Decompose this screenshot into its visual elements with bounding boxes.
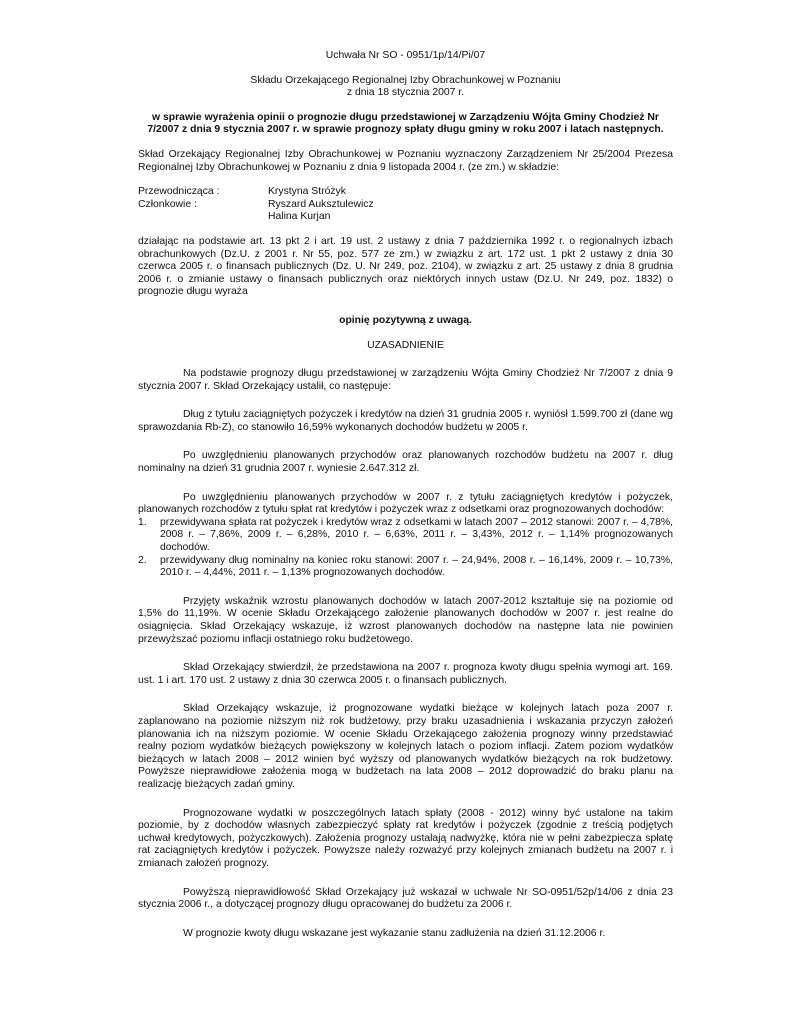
list-item-number: 2. bbox=[138, 554, 147, 566]
resolution-subject: w sprawie wyrażenia opinii o prognozie długu przedstawionej w Zarządzeniu Wójta Gminy Chodzież Nr 7/2007 z dnia 9 stycznia 2007 r. w sprawie prognozy spłaty długu gminy w roku 2007 i latach następnych. bbox=[147, 111, 664, 136]
justification-paragraph: Dług z tytułu zaciągniętych pożyczek i kredytów na dzień 31 grudnia 2005 r. wyniósł 1.599.700 zł (dane wg sprawozdania Rb-Z), co stanowiło 16,59% wykonanych dochodów budżetu w 2005 r. bbox=[138, 409, 673, 433]
chair-role: Przewodnicząca : bbox=[138, 186, 220, 198]
justification-paragraph: Na podstawie prognozy długu przedstawionej w zarządzeniu Wójta Gminy Chodzież Nr 7/2007 z dnia 9 stycznia 2007 r. Skład Orzekający ustalił, co następuje: bbox=[138, 368, 673, 392]
justification-paragraph: Skład Orzekający stwierdził, że przedstawiona na 2007 r. prognoza kwoty długu spełnia wymogi art. 169. ust. 1 i art. 170 ust. 2 ustawy z dnia 30 czerwca 2005 r. o finansach publicznych. bbox=[138, 662, 673, 686]
issuer-line: Składu Orzekającego Regionalnej Izby Obrachunkowej w Poznaniu bbox=[250, 74, 561, 86]
composition-members-row bbox=[138, 199, 673, 224]
intro-paragraph: Skład Orzekający Regionalnej Izby Obrachunkowej w Poznaniu wyznaczony Zarządzeniem Nr 25/2004 Prezesa Regionalnej Izby Obrachunkowej w Poznaniu z dnia 9 listopada 2004 r. (ze zm.) w składzie: bbox=[138, 148, 673, 173]
justification-paragraph: W prognozie kwoty długu wskazane jest wykazanie stanu zadłużenia na dzień 31.12.2006 r. bbox=[183, 927, 606, 939]
legal-basis-paragraph: działając na podstawie art. 13 pkt 2 i art. 19 ust. 2 ustawy z dnia 7 października 1992 r. o regionalnych izbach obrachunkowych (Dz.U. z 2001 r. Nr 55, poz. 577 ze zm.) w związku z art. 172 ust. 1 pkt 2 ustawy z dnia 30 czerwca 2005 r. o finansach publicznych (Dz. U. Nr 249, poz. 2104), w związku z art. 25 ustawy z dnia 8 grudnia 2006 r. o zmianie ustawy o finansach publicznych oraz niektórych innych ustaw (Dz.U. Nr 249, poz. 1832) o prognozie długu wyraża bbox=[138, 235, 673, 298]
justification-paragraph: Skład Orzekający wskazuje, iż prognozowane wydatki bieżące w kolejnych latach poza 2007 r. zaplanowano na poziomie niższym niż rok budżetowy, przy braku uzasadnienia i wskazania przyczyn założeń planowania ich na niższym poziomie. W ocenie Składu Orzekającego założenia prognozy winny przedstawiać realny poziom wydatków bieżących powiększony w kolejnych latach o poziom inflacji. Zatem poziom wydatków bieżących w latach 2008 – 2012 winien być wyższy od planowanych wydatków bieżących na rok budżetowy. Powyższe nieprawidłowe założenia mogą w budżetach na lata 2008 – 2012 doprowadzić do braku planu na realizację bieżących zadań gminy. bbox=[138, 703, 673, 790]
members-names bbox=[268, 199, 673, 224]
resolution-number: Uchwała Nr SO - 0951/1p/14/Pi/07 bbox=[325, 50, 486, 61]
justification-paragraph: Po uwzględnieniu planowanych przychodów w 2007 r. z tytułu zaciągniętych kredytów i pożyczek, planowanych rozchodów z tytułu spłat rat kredytów i pożyczek wraz z odsetkami oraz prognozowanych dochodów: bbox=[138, 491, 673, 516]
list-item-text: przewidywany dług nominalny na koniec roku stanowi: 2007 r. – 24,94%, 2008 r. – 16,14%, 2009 r. – 10,73%, 2010 r. – 4,44%, 2011 r. – 1,13% prognozowanych dochodów. bbox=[160, 554, 673, 579]
list-item-text: przewidywana spłata rat pożyczek i kredytów wraz z odsetkami w latach 2007 – 2012 stanowi: 2007 r. – 4,78%, 2008 r. – 7,86%, 2009 r. – 6,28%, 2010 r. – 6,63%, 2011 r. – 3,43%, 2012 r. – 1,14% prognozowanych dochodów. bbox=[160, 516, 673, 554]
list-item bbox=[138, 555, 673, 580]
member-name: Ryszard Auksztulewicz bbox=[268, 198, 374, 210]
chair-name: Krystyna Stróżyk bbox=[268, 186, 346, 198]
list-item-number: 1. bbox=[138, 516, 147, 528]
members-role: Członkowie : bbox=[138, 198, 197, 210]
justification-paragraph: Prognozowane wydatki w poszczególnych latach spłaty (2008 - 2012) winny być ustalone na takim poziomie, by z dochodów własnych zabezpieczyć spłaty rat kredytów i pożyczek (zgodnie z treścią podjętych uchwał kredytowych, pożyczkowych). Założenia prognozy ustalają nadwyżkę, która nie w pełni zabezpiecza spłatę rat zaciągniętych kredytów i pożyczek. Powyższe należy rozważyć przy kolejnych zmianach budżetu na 2007 r. i zmianach założeń prognozy. bbox=[138, 807, 673, 869]
composition-chair-row bbox=[138, 186, 673, 199]
composition-block bbox=[138, 186, 673, 224]
justification-paragraph: Powyższą nieprawidłowość Skład Orzekający już wskazał w uchwale Nr SO-0951/52p/14/06 z dnia 23 stycznia 2006 r., a dotyczącej prognozy długu opracowanej do budżetu za 2006 r. bbox=[138, 886, 673, 911]
justification-paragraph: Po uwzględnieniu planowanych przychodów oraz planowanych rozchodów budżetu na 2007 r. dług nominalny na dzień 31 grudnia 2007 r. wyniesie 2.647.312 zł. bbox=[138, 450, 673, 475]
list-item bbox=[138, 517, 673, 555]
resolution-date: z dnia 18 stycznia 2007 r. bbox=[346, 87, 465, 99]
justification-heading: UZASADNIENIE bbox=[367, 339, 444, 351]
member-name: Halina Kurjan bbox=[268, 211, 331, 223]
justification-paragraph: Przyjęty wskaźnik wzrostu planowanych dochodów w latach 2007-2012 kształtuje się na poziomie od 1,5% do 11,19%. W ocenie Składu Orzekającego założenie planowanych dochodów w 2007 r. jest realne do osiągnięcia. Skład Orzekający wskazuje, iż wzrost planowanych dochodów na następne lata nie powinien przewyższać poziomu inflacji ostatniego roku budżetowego. bbox=[138, 595, 673, 645]
document-page bbox=[138, 50, 673, 940]
opinion-statement: opinię pozytywną z uwagą. bbox=[339, 314, 472, 326]
